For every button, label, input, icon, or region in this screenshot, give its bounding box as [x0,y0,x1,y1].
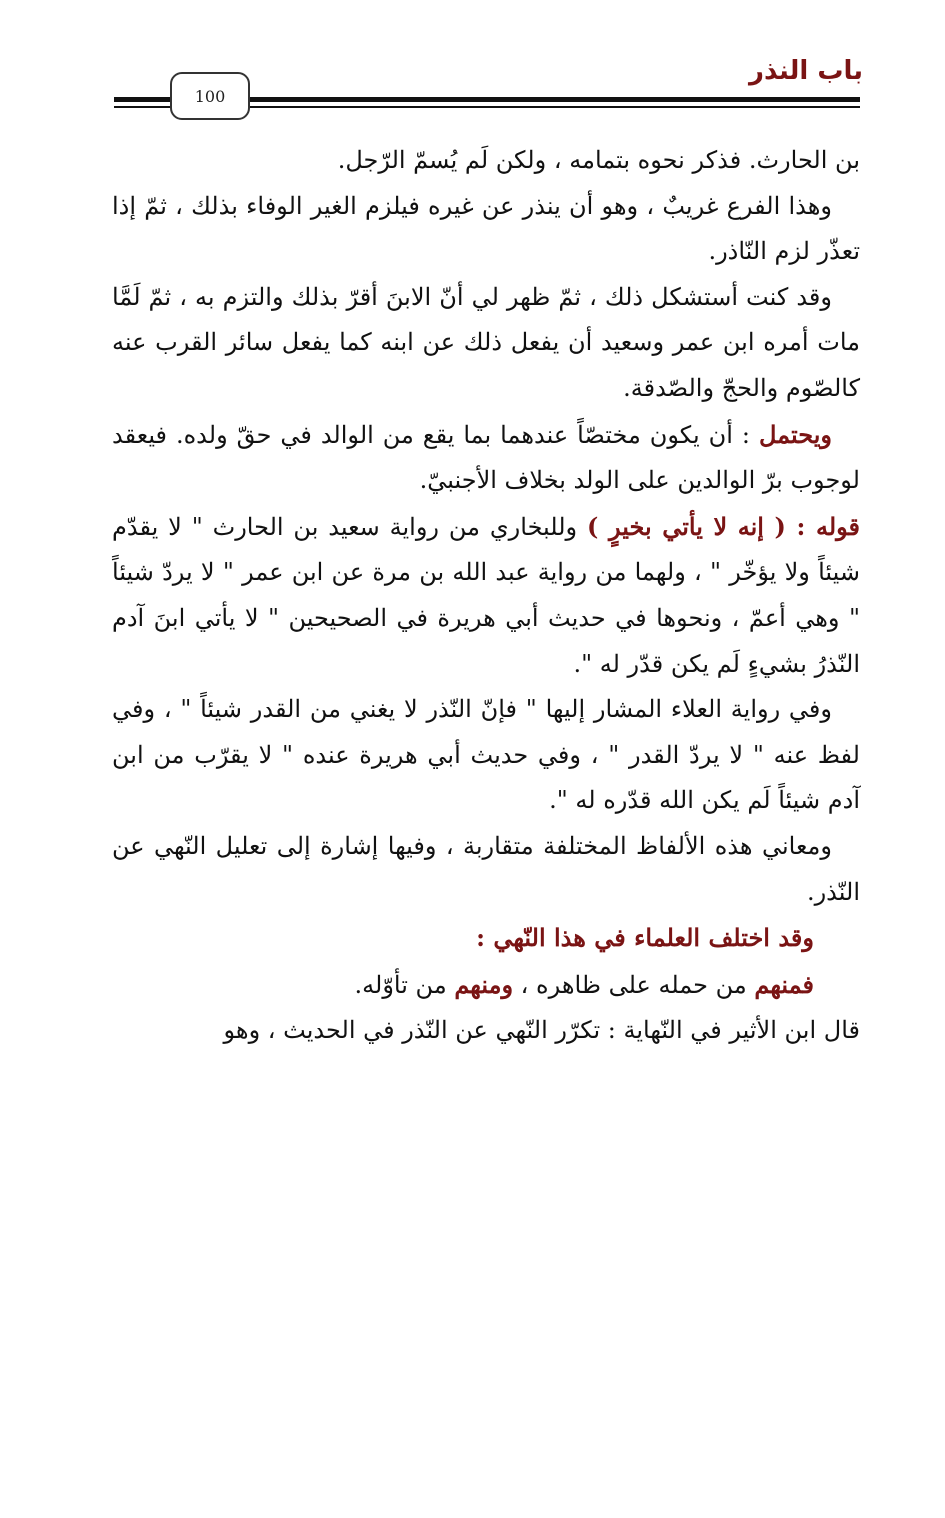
section-heading [112,915,860,962]
paragraph [112,138,860,184]
page-number: 100 [194,86,226,106]
paragraph [112,687,860,824]
paragraph-text: قال ابن الأثير في النّهاية : تكرّر النّهي عن النّذر في الحديث ، وهو [223,1016,860,1045]
paragraph-text: وللبخاري من رواية سعيد بن الحارث " لا يقدّم شيئاً ولا يؤخّر " ، ولهما من رواية عبد الله بن مرة عن ابن عمر " لا يردّ شيئاً " وهي أعمّ ، ونحوها في حديث أبي هريرة في الصحيحين " لا يأتي ابنَ آدم النّذرُ بشيءٍ لَم يكن قدّر له ". [112,512,860,678]
paragraph [112,184,860,275]
highlight-term: ويحتمل [758,419,832,449]
highlight-term: قوله : ( إنه لا يأتي بخيرٍ ) [587,511,860,541]
highlight-term: وقد اختلف العلماء في هذا النّهي : [476,923,814,953]
paragraph [112,504,860,687]
paragraph-text: : أن يكون مختصّاً عندهما بما يقع من الوالد في حقّ ولده. فيعقد لوجوب برّ الوالدين على الولد بخلاف الأجنبيّ. [112,420,860,495]
paragraph [112,962,860,1009]
paragraph-text: ومعاني هذه الألفاظ المختلفة متقاربة ، وفيها إشارة إلى تعليل النّهي عن النّذر. [112,831,860,906]
chapter-title: باب النذر [749,56,863,86]
paragraph [112,1008,860,1054]
paragraph-text: من حمله على ظاهره ، [513,970,755,999]
page-body [112,138,860,1054]
page-number-badge [170,72,250,120]
paragraph [112,275,860,412]
paragraph-text: من تأوّله. [354,970,455,999]
paragraph [112,824,860,915]
paragraph [112,412,860,504]
highlight-term: ومنهم [454,969,514,999]
paragraph-text: وقد كنت أستشكل ذلك ، ثمّ ظهر لي أنّ الابنَ أقرّ بذلك والتزم به ، ثمّ لَمَّا مات أمره ابن عمر وسعيد أن يفعل ذلك عن ابنه كما يفعل سائر القرب عنه كالصّوم والحجّ والصّدقة. [112,282,860,402]
highlight-term: فمنهم [754,969,814,999]
paragraph-text: وفي رواية العلاء المشار إليها " فإنّ النّذر لا يغني من القدر شيئاً " ، وفي لفظ عنه " لا يردّ القدر " ، وفي حديث أبي هريرة عنده " لا يقرّب من ابن آدم شيئاً لَم يكن الله قدّره له ". [112,695,860,815]
paragraph-text: بن الحارث. فذكر نحوه بتمامه ، ولكن لَم يُسمّ الرّجل. [337,146,860,174]
paragraph-text: وهذا الفرع غريبٌ ، وهو أن ينذر عن غيره فيلزم الغير الوفاء بذلك ، ثمّ إذا تعذّر لزم النّاذر. [112,191,860,266]
